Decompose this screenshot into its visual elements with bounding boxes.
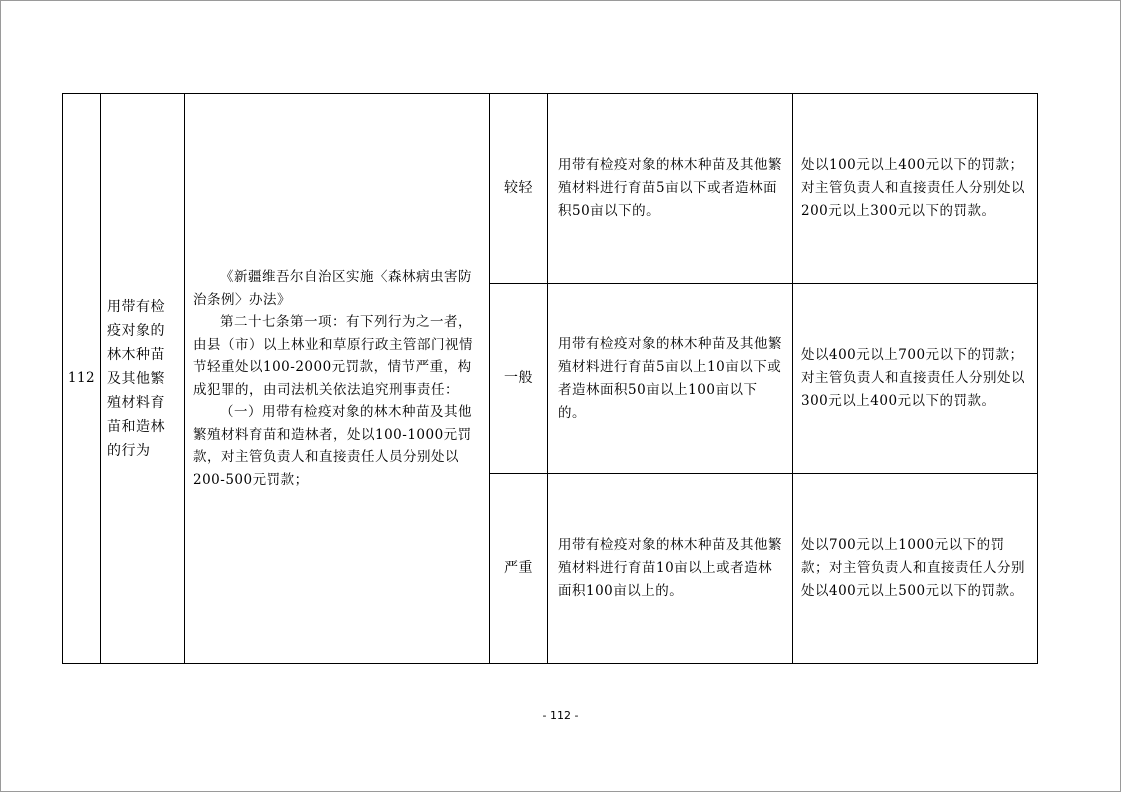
circumstance-text: 用带有检疫对象的林木种苗及其他繁殖材料进行育苗5亩以下或者造林面积50亩以下的。 xyxy=(558,157,782,219)
circumstance-cell xyxy=(548,284,793,474)
circumstance-cell xyxy=(548,94,793,284)
legal-basis-title: 《新疆维吾尔自治区实施〈森林病虫害防治条例〉办法》 xyxy=(193,269,472,308)
severity-level-cell xyxy=(490,94,548,284)
severity-level: 一般 xyxy=(504,370,533,386)
penalty-text: 处以100元以上400元以下的罚款；对主管负责人和直接责任人分别处以200元以上300元以下的罚款。 xyxy=(801,157,1025,219)
circumstance-cell xyxy=(548,474,793,664)
circumstance-text: 用带有检疫对象的林木种苗及其他繁殖材料进行育苗5亩以上10亩以下或者造林面积50亩以上100亩以下的。 xyxy=(558,335,782,421)
item-number-cell xyxy=(63,94,101,664)
severity-level-cell xyxy=(490,284,548,474)
severity-level: 严重 xyxy=(504,560,533,576)
violation-act-cell xyxy=(101,94,185,664)
severity-level-cell xyxy=(490,474,548,664)
penalty-cell xyxy=(793,474,1038,664)
legal-basis-cell xyxy=(185,94,490,664)
penalty-text: 处以700元以上1000元以下的罚款；对主管负责人和直接责任人分别处以400元以上500元以下的罚款。 xyxy=(801,537,1025,599)
legal-basis-article: 第二十七条第一项：有下列行为之一者，由县（市）以上林业和草原行政主管部门视情节轻重处以100-2000元罚款，情节严重，构成犯罪的，由司法机关依法追究刑事责任： xyxy=(193,314,473,398)
item-number: 112 xyxy=(67,370,96,386)
penalty-cell xyxy=(793,284,1038,474)
violation-act: 用带有检疫对象的林木种苗及其他繁殖材料育苗和造林的行为 xyxy=(107,298,165,459)
severity-level: 较轻 xyxy=(504,180,533,196)
legal-basis-item: （一）用带有检疫对象的林木种苗及其他繁殖材料育苗和造林者，处以100-1000元罚款，对主管负责人和直接责任人员分别处以200-500元罚款； xyxy=(193,404,472,488)
page-number: - 112 - xyxy=(542,709,579,722)
table-row xyxy=(63,94,1038,284)
penalty-text: 处以400元以上700元以下的罚款；对主管负责人和直接责任人分别处以300元以上400元以下的罚款。 xyxy=(801,347,1025,409)
penalty-cell xyxy=(793,94,1038,284)
penalty-standard-table xyxy=(62,93,1038,664)
circumstance-text: 用带有检疫对象的林木种苗及其他繁殖材料进行育苗10亩以上或者造林面积100亩以上的。 xyxy=(558,537,782,599)
